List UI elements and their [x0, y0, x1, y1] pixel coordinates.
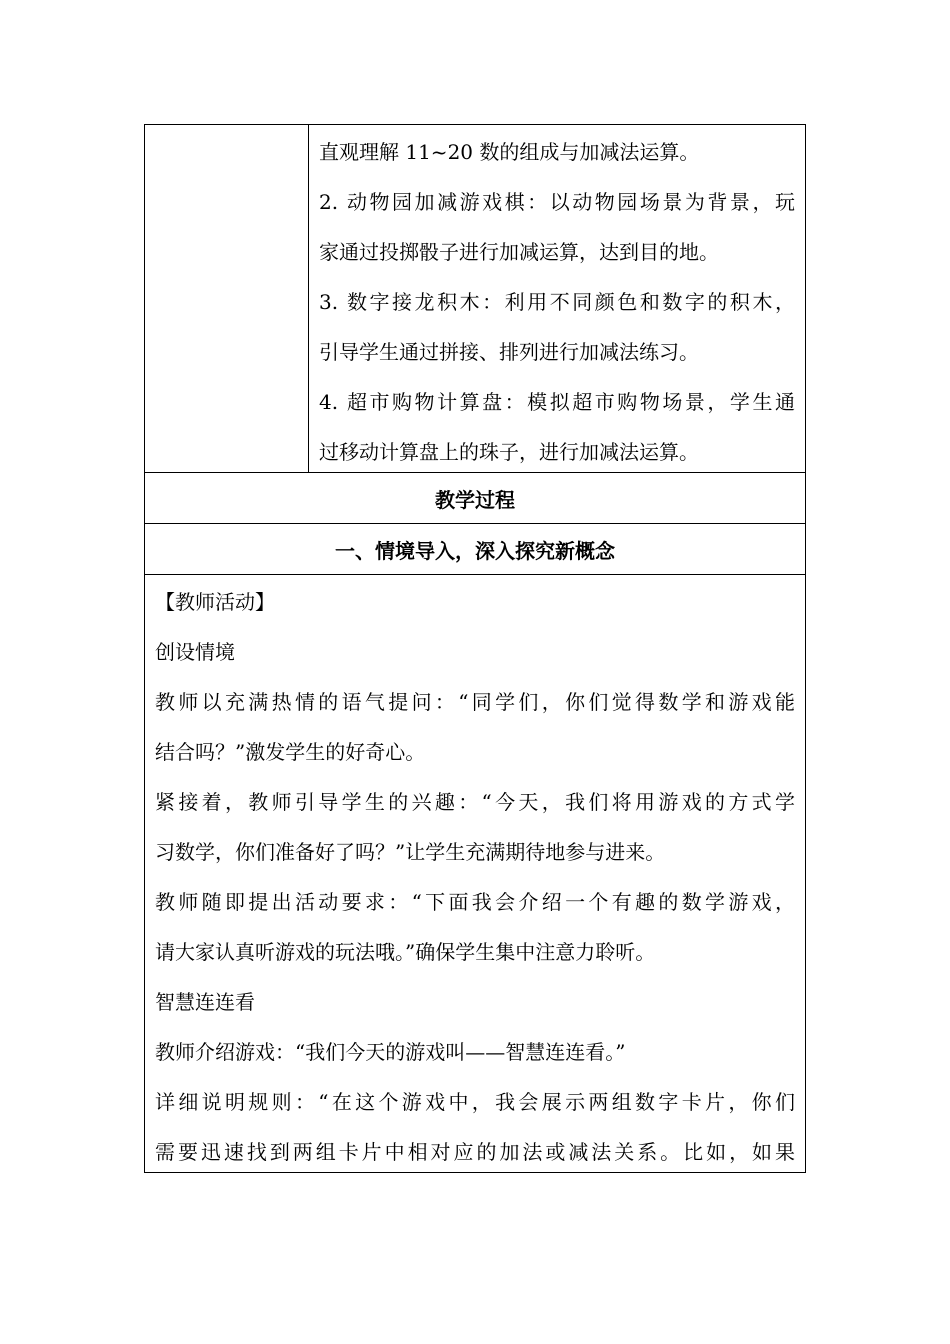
- body-line-10: 教师介绍游戏：“我们今天的游戏叫——智慧连连看。”: [155, 1040, 626, 1064]
- lesson-plan-table: [144, 124, 806, 1173]
- body-line-6: 习数学，你们准备好了吗？”让学生充满期待地参与进来。: [155, 840, 666, 864]
- body-line-3: 教师以充满热情的语气提问：“同学们，你们觉得数学和游戏能: [155, 690, 795, 714]
- materials-line-6: 4. 超市购物计算盘：模拟超市购物场景，学生通: [319, 390, 795, 414]
- materials-row: [145, 125, 805, 473]
- body-line-5: 紧接着，教师引导学生的兴趣：“今天，我们将用游戏的方式学: [155, 790, 795, 814]
- materials-line-7: 过移动计算盘上的珠子，进行加减法运算。: [319, 440, 699, 464]
- materials-line-5: 引导学生通过拼接、排列进行加减法练习。: [319, 340, 699, 364]
- materials-line-4: 3. 数字接龙积木：利用不同颜色和数字的积木，: [319, 290, 795, 314]
- activity-body-cell: [145, 575, 805, 1172]
- body-line-4: 结合吗？”激发学生的好奇心。: [155, 740, 426, 764]
- body-line-1: 【教师活动】: [155, 590, 275, 614]
- body-line-12: 需要迅速找到两组卡片中相对应的加法或减法关系。比如，如果: [155, 1140, 795, 1164]
- materials-line-3: 家通过投掷骰子进行加减运算，达到目的地。: [319, 240, 719, 264]
- label-cell-empty: [145, 125, 309, 472]
- body-line-7: 教师随即提出活动要求：“下面我会介绍一个有趣的数学游戏，: [155, 890, 795, 914]
- materials-content-cell: [309, 125, 805, 472]
- body-line-9: 智慧连连看: [155, 990, 255, 1014]
- body-line-8: 请大家认真听游戏的玩法哦。”确保学生集中注意力聆听。: [155, 940, 656, 964]
- section-one-header: 一、情境导入，深入探究新概念: [145, 524, 805, 575]
- teaching-process-header: 教学过程: [145, 473, 805, 524]
- body-line-11: 详细说明规则：“在这个游戏中，我会展示两组数字卡片，你们: [155, 1090, 795, 1114]
- materials-line-1: 直观理解 11~20 数的组成与加减法运算。: [319, 140, 700, 164]
- body-line-2: 创设情境: [155, 640, 235, 664]
- materials-line-2: 2. 动物园加减游戏棋：以动物园场景为背景，玩: [319, 190, 795, 214]
